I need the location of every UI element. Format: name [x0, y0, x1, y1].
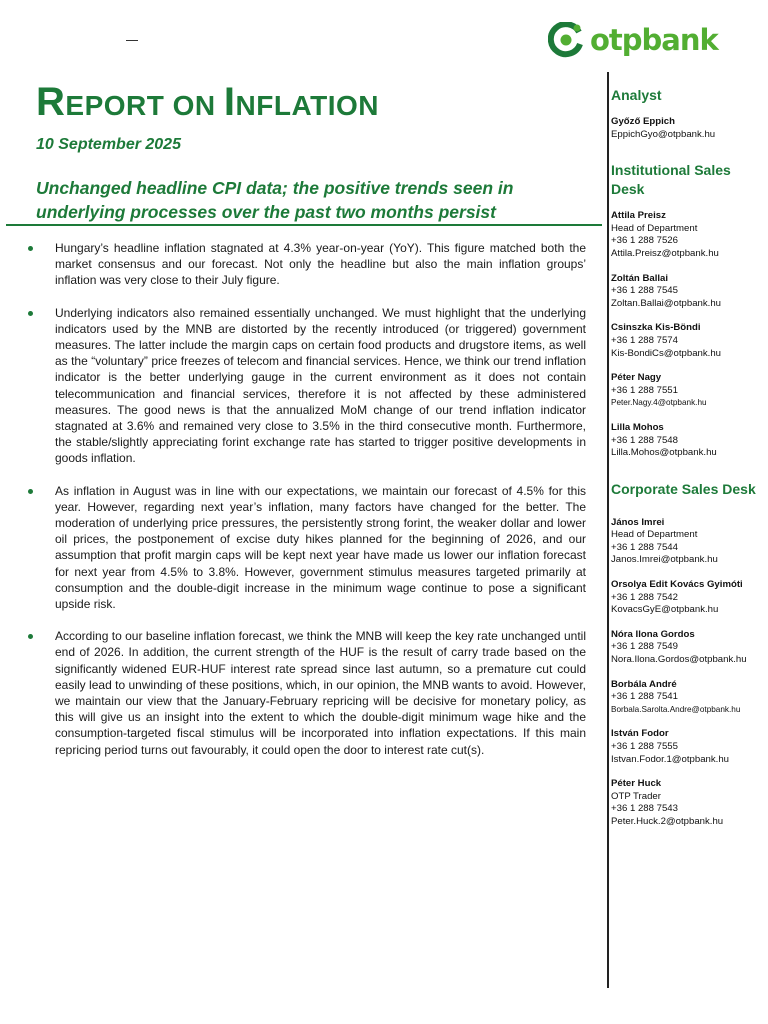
contact-name: Péter Huck — [611, 778, 662, 790]
contact-phone: +36 1 288 7555 — [611, 741, 678, 752]
report-subtitle: Unchanged headline CPI data; the positive trends seen in underlying processes over the past two months persist — [36, 178, 514, 222]
contact-card — [611, 629, 766, 667]
institutional-sales-heading: Institutional Sales Desk — [611, 162, 731, 198]
contact-phone: +36 1 288 7542 — [611, 591, 678, 603]
contact-phone: +36 1 288 7541 — [611, 691, 678, 703]
contact-role: Head of Department — [611, 222, 698, 234]
contact-email[interactable]: Nora.Ilona.Gordos@otpbank.hu — [611, 654, 747, 666]
bullet-item: According to our baseline inflation forecast, we think the MNB will keep the key rate unchanged until end of 2026. In addition, the current strength of the HUF is the result of carry trade based on the significantly widened EUR-HUF interest rate spread since last autumn, so a premature cut could easily lead to unwinding of these positions, which, in our opinion, the MNB wants to avoid. However, we maintain our view that the January-February repricing will be decisive for monetary policy, as this will give us an insight into the extent to which the double-digit minimum wage hike and the consumption-targeted fiscal stimulus will be incorporated into inflation expectations. If this main repricing period turns out favourably, it could open the door to interest rate cut(s). — [26, 628, 586, 758]
contact-card — [611, 273, 766, 311]
contact-email[interactable]: Peter.Huck.2@otpbank.hu — [611, 815, 724, 827]
contact-phone: +36 1 288 7543 — [611, 803, 678, 815]
contact-name: Attila Preisz — [611, 210, 666, 222]
contact-card — [611, 372, 766, 410]
analyst-heading: Analyst — [611, 87, 662, 103]
contact-name: István Fodor — [611, 728, 669, 740]
contact-name: Győző Eppich — [611, 116, 675, 127]
contact-email[interactable]: Istvan.Fodor.1@otpbank.hu — [611, 753, 730, 765]
corporate-sales-heading: Corporate Sales Desk — [611, 480, 756, 497]
contact-role: Head of Department — [611, 529, 698, 541]
contact-sidebar — [611, 86, 766, 841]
contact-phone: +36 1 288 7551 — [611, 384, 678, 396]
contact-name: Nóra Ilona Gordos — [611, 628, 695, 640]
contact-phone: +36 1 288 7526 — [611, 235, 678, 247]
contact-name: Borbála André — [611, 678, 677, 690]
bullet-dot — [28, 311, 33, 316]
contact-role: OTP Trader — [611, 790, 661, 802]
contact-name: Péter Nagy — [611, 372, 662, 384]
title-divider — [6, 224, 602, 226]
otpbank-logo — [548, 20, 718, 60]
contact-email[interactable]: EppichGyo@otpbank.hu — [611, 128, 716, 140]
bullet-dot — [28, 634, 33, 639]
contact-phone: +36 1 288 7545 — [611, 285, 678, 297]
contact-email[interactable]: Zoltan.Ballai@otpbank.hu — [611, 297, 722, 309]
bullet-item: As inflation in August was in line with our expectations, we maintain our forecast of 4.5% for this year. However, regarding next year’s inflation, many factors have changed for the better. The moderation of underlying price pressures, the persistently strong forint, the weaker dollar and lower oil prices, the postponement of excise duty hikes planned for the beginning of 2026, and our assumption that profit margin caps will be kept next year have made us lower our inflation forecast for next year from 4.5% to 3.8%. However, government stimulus measures targeted primarily at consumption and the double-digit increase in the minimum wage continue to pose a significant upside risk. — [26, 483, 586, 613]
contact-phone: +36 1 288 7549 — [611, 641, 678, 653]
contact-name: Csinszka Kis-Böndi — [611, 322, 701, 334]
contact-phone: +36 1 288 7574 — [611, 334, 678, 346]
contact-name: Lilla Mohos — [611, 421, 664, 433]
bullet-item: Underlying indicators also remained essentially unchanged. We must highlight that the underlying indicators used by the MNB are distorted by the recently introduced (or triggered) government measures. The latter include the margin caps on certain food products and drugstore items, as well as the “voluntary” price freezes of telecom and financial services. Hence, we think our trend inflation indicator is the better underlying gauge in the current environment as it does not contain telecommunication and financial services, therefore it is not affected by these administered measures. The good news is that the annualized MoM change of our trend inflation indicator stagnated at 3.6% and remained very close to 3.5% in the third consecutive month. Furthermore, the stable/slightly appreciating forint exchange rate has started to trigger positive developments in goods inflation. — [26, 305, 586, 467]
contact-email[interactable]: Janos.Imrei@otpbank.hu — [611, 554, 718, 566]
contact-phone: +36 1 288 7548 — [611, 434, 678, 446]
bullet-list — [26, 240, 586, 774]
contact-card — [611, 778, 766, 828]
contact-name: Zoltán Ballai — [611, 272, 669, 284]
contact-email[interactable]: Attila.Preisz@otpbank.hu — [611, 247, 719, 259]
contact-email[interactable]: KovacsGyE@otpbank.hu — [611, 604, 719, 616]
sidebar-divider — [607, 72, 609, 988]
bullet-dot — [28, 489, 33, 494]
contact-email[interactable]: Kis-BondiCs@otpbank.hu — [611, 347, 722, 359]
report-title: REPORT ON INFLATION — [36, 80, 379, 124]
contact-email[interactable]: Borbala.Sarolta.Andre@otpbank.hu — [611, 704, 741, 714]
contact-email[interactable]: Peter.Nagy.4@otpbank.hu — [611, 398, 707, 408]
contact-card — [611, 728, 766, 766]
report-date: 10 September 2025 — [36, 136, 181, 153]
contact-card — [611, 422, 766, 460]
analyst-contact — [611, 116, 766, 141]
otp-logo-icon — [548, 22, 584, 58]
header-dash — [126, 40, 138, 41]
contact-card — [611, 517, 766, 567]
contact-name: János Imrei — [611, 516, 665, 528]
contact-name: Orsolya Edit Kovács Gyimóti — [611, 579, 743, 591]
bullet-item: Hungary’s headline inflation stagnated at 4.3% year-on-year (YoY). This figure matched both the market consensus and our forecast. Not only the headline but also the main inflation groups’ inflation was very close to their July figure. — [26, 240, 586, 289]
contact-card — [611, 210, 766, 260]
logo-wordmark: otpbank — [590, 22, 718, 57]
contact-phone: +36 1 288 7544 — [611, 541, 678, 553]
bullet-dot — [28, 246, 33, 251]
contact-card — [611, 322, 766, 360]
contact-card — [611, 679, 766, 717]
contact-card — [611, 579, 766, 617]
contact-email[interactable]: Lilla.Mohos@otpbank.hu — [611, 447, 717, 459]
